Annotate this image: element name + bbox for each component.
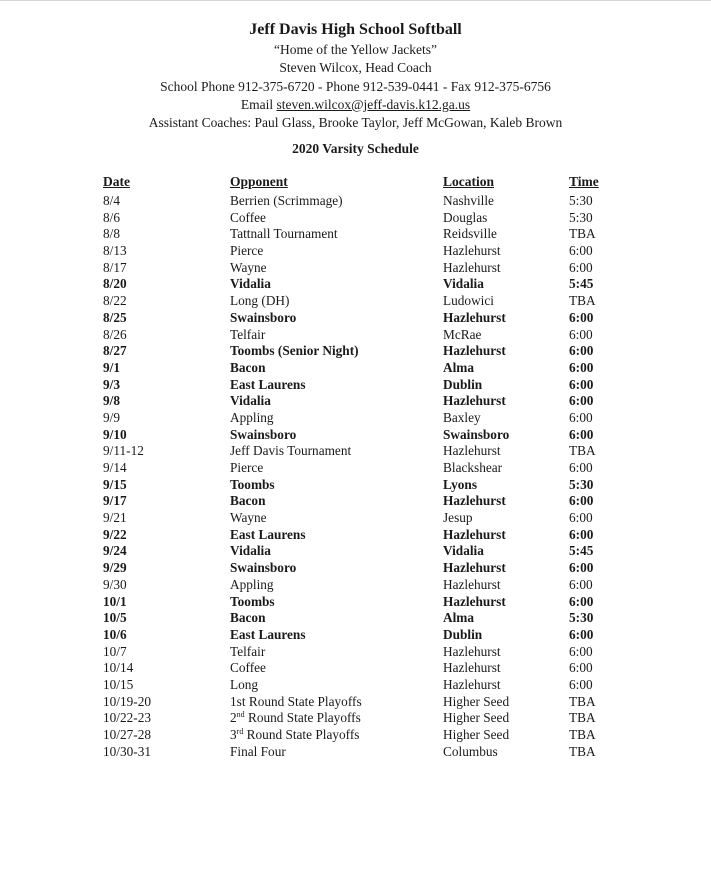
game-date: 8/13 [103,243,127,259]
game-date: 9/15 [103,476,127,492]
schedule-row [0,560,711,577]
game-opponent: Coffee [230,660,266,676]
game-location: Lyons [443,476,478,492]
game-opponent: Vidalia [230,276,271,292]
schedule-row [0,210,711,227]
game-opponent: Telfair [230,326,266,342]
contact-phones: School Phone 912-375-6720 - Phone 912-539-0441 - Fax 912-375-6756 [160,78,551,94]
game-date: 9/14 [103,460,127,475]
game-opponent: Pierce [230,460,264,475]
game-date: 9/8 [103,393,120,409]
schedule-row [0,493,711,510]
game-date: 10/14 [103,660,134,676]
game-time: 6:00 [569,359,594,375]
game-location: Alma [443,359,475,375]
game-location: Hazlehurst [443,643,501,659]
game-opponent: Toombs (Senior Night) [230,343,359,359]
game-date: 8/20 [103,276,127,292]
game-location: Hazlehurst [443,443,501,459]
game-location: Hazlehurst [443,343,506,359]
game-location: Hazlehurst [443,243,501,259]
game-location: Alma [443,610,475,626]
game-location: Hazlehurst [443,676,501,692]
game-opponent: Swainsboro [230,309,297,325]
game-opponent: Vidalia [230,543,271,559]
game-time: TBA [569,743,596,759]
round-number: 3 [230,727,237,742]
game-opponent: Coffee [230,209,266,225]
game-time: 6:00 [569,326,593,342]
game-location: Ludowici [443,293,494,309]
game-time: 6:00 [569,576,593,592]
round-description: Round State Playoffs [244,710,361,726]
schedule-row [0,327,711,344]
round-number: 2 [230,710,237,726]
game-opponent: Appling [230,576,274,592]
schedule-row [0,260,711,277]
game-location: Higher Seed [443,693,510,709]
schedule-title: 2020 Varsity Schedule [292,141,419,156]
schedule-row [0,193,711,210]
game-opponent: Vidalia [230,393,271,409]
game-time: TBA [569,710,596,726]
game-location: Dublin [443,626,483,642]
game-time: 6:00 [569,343,594,359]
game-location: Hazlehurst [443,560,506,576]
game-opponent: East Laurens [230,376,306,392]
game-date: 10/30-31 [103,743,152,759]
game-location: McRae [443,326,482,342]
email-label: Email [240,96,274,112]
game-time: 6:00 [569,560,594,576]
game-date: 9/3 [103,376,120,392]
game-time: 5:30 [569,476,594,492]
game-opponent: Long (DH) [230,293,290,309]
game-time: 6:00 [569,526,594,542]
schedule-row [0,443,711,460]
game-time: 5:30 [569,209,593,225]
game-date: 8/8 [103,226,120,242]
head-coach: Steven Wilcox, Head Coach [279,60,432,76]
game-time: 5:45 [569,276,594,292]
game-time: 6:00 [569,676,593,692]
schedule-table [0,193,711,760]
schedule-row [0,527,711,544]
game-time: TBA [569,293,596,309]
game-date: 8/25 [103,309,127,325]
schedule-row [0,343,711,360]
game-time: 6:00 [569,309,594,325]
column-header-date: Date [103,174,130,189]
schedule-row [0,276,711,293]
game-time: 6:00 [569,626,594,642]
game-time: 6:00 [569,660,593,676]
schedule-row [0,243,711,260]
game-location: Reidsville [443,226,497,242]
game-time: 6:00 [569,460,593,475]
game-date: 8/4 [103,193,120,208]
column-header-location: Location [443,174,495,189]
column-header-opponent: Opponent [230,174,288,189]
game-date: 8/6 [103,209,120,225]
game-time: 6:00 [569,243,593,259]
game-date: 9/21 [103,510,127,526]
game-opponent: Tattnall Tournament [230,226,338,242]
schedule-row [0,577,711,594]
game-time: 6:00 [569,493,594,509]
contact-email [0,96,711,114]
schedule-row [0,727,711,744]
game-opponent: Telfair [230,643,266,659]
game-location: Nashville [443,193,494,208]
game-date: 8/26 [103,326,127,342]
column-header-time: Time [569,174,599,189]
game-time: TBA [569,443,596,459]
game-date: 8/22 [103,293,127,309]
game-opponent: Toombs [230,476,275,492]
game-date: 9/29 [103,560,127,576]
schedule-row [0,410,711,427]
game-opponent: East Laurens [230,526,306,542]
school-title: Jeff Davis High School Softball [249,21,462,38]
schedule-row [0,710,711,727]
game-time: 6:00 [569,259,593,275]
game-date: 9/9 [103,409,120,425]
game-opponent [230,727,359,744]
game-date: 10/15 [103,676,134,692]
school-motto: “Home of the Yellow Jackets” [273,42,438,57]
schedule-row [0,744,711,761]
schedule-row [0,427,711,444]
email-link[interactable]: steven.wilcox@jeff-davis.k12.ga.us [276,96,471,112]
game-location: Hazlehurst [443,493,506,509]
schedule-row [0,477,711,494]
game-date: 9/30 [103,576,127,592]
game-time: 6:00 [569,593,594,609]
game-location: Hazlehurst [443,593,506,609]
game-opponent: 1st Round State Playoffs [230,693,362,709]
schedule-row [0,360,711,377]
game-location: Dublin [443,376,483,392]
letterhead [0,19,711,132]
page-top-border [0,0,711,1]
schedule-row [0,694,711,711]
assistant-coaches: Assistant Coaches: Paul Glass, Brooke Taylor, Jeff McGowan, Kaleb Brown [148,115,563,131]
game-location: Jesup [443,510,473,526]
game-opponent: Berrien (Scrimmage) [230,193,343,208]
game-date: 10/1 [103,593,127,609]
game-date: 10/5 [103,610,127,626]
game-date: 9/24 [103,543,127,559]
schedule-row [0,610,711,627]
game-location: Columbus [443,743,498,759]
schedule-row [0,460,711,477]
schedule-row [0,226,711,243]
game-time: 6:00 [569,393,594,409]
game-time: 6:00 [569,426,594,442]
game-location: Hazlehurst [443,309,506,325]
game-date: 10/27-28 [103,727,152,742]
game-location: Hazlehurst [443,576,501,592]
schedule-row [0,660,711,677]
schedule-row [0,594,711,611]
game-date: 10/7 [103,643,127,659]
game-time: 6:00 [569,510,593,526]
schedule-row [0,377,711,394]
game-opponent: Long [230,676,259,692]
game-opponent: Bacon [230,359,266,375]
game-date: 9/11-12 [103,443,144,459]
game-location: Hazlehurst [443,393,506,409]
game-location: Hazlehurst [443,259,501,275]
game-location: Hazlehurst [443,660,501,676]
game-opponent [230,710,361,727]
game-location: Higher Seed [443,727,510,742]
schedule-row [0,677,711,694]
game-date: 8/17 [103,259,127,275]
game-location: Vidalia [443,543,484,559]
game-time: 5:30 [569,610,594,626]
game-opponent: Jeff Davis Tournament [230,443,352,459]
game-opponent: Appling [230,409,274,425]
round-ordinal-suffix: nd [236,710,245,720]
game-date: 9/22 [103,526,127,542]
schedule-row [0,293,711,310]
round-description: Round State Playoffs [243,727,360,742]
game-time: 6:00 [569,376,594,392]
schedule-row [0,393,711,410]
schedule-row [0,510,711,527]
schedule-row [0,543,711,560]
game-opponent: Toombs [230,593,275,609]
game-time: TBA [569,727,596,742]
game-date: 10/22-23 [103,710,152,726]
schedule-row [0,627,711,644]
game-location: Vidalia [443,276,484,292]
game-date: 10/6 [103,626,127,642]
game-location: Swainsboro [443,426,510,442]
game-opponent: Final Four [230,743,286,759]
game-opponent: Swainsboro [230,426,297,442]
schedule-row [0,644,711,661]
game-opponent: Bacon [230,610,266,626]
game-date: 8/27 [103,343,127,359]
game-location: Baxley [443,409,481,425]
game-opponent: Swainsboro [230,560,297,576]
round-ordinal-suffix: rd [236,727,244,736]
game-opponent: East Laurens [230,626,306,642]
schedule-row [0,310,711,327]
game-time: 5:30 [569,193,593,208]
game-opponent: Pierce [230,243,264,259]
game-time: TBA [569,693,596,709]
game-location: Hazlehurst [443,526,506,542]
game-date: 9/1 [103,359,120,375]
game-date: 9/17 [103,493,127,509]
game-time: 6:00 [569,409,593,425]
game-location: Douglas [443,209,488,225]
game-time: 6:00 [569,643,593,659]
game-opponent: Wayne [230,259,267,275]
game-time: 5:45 [569,543,594,559]
game-time: TBA [569,226,596,242]
game-date: 9/10 [103,426,127,442]
game-location: Blackshear [443,460,503,475]
game-opponent: Bacon [230,493,266,509]
game-date: 10/19-20 [103,693,152,709]
game-location: Higher Seed [443,710,510,726]
game-opponent: Wayne [230,510,267,526]
